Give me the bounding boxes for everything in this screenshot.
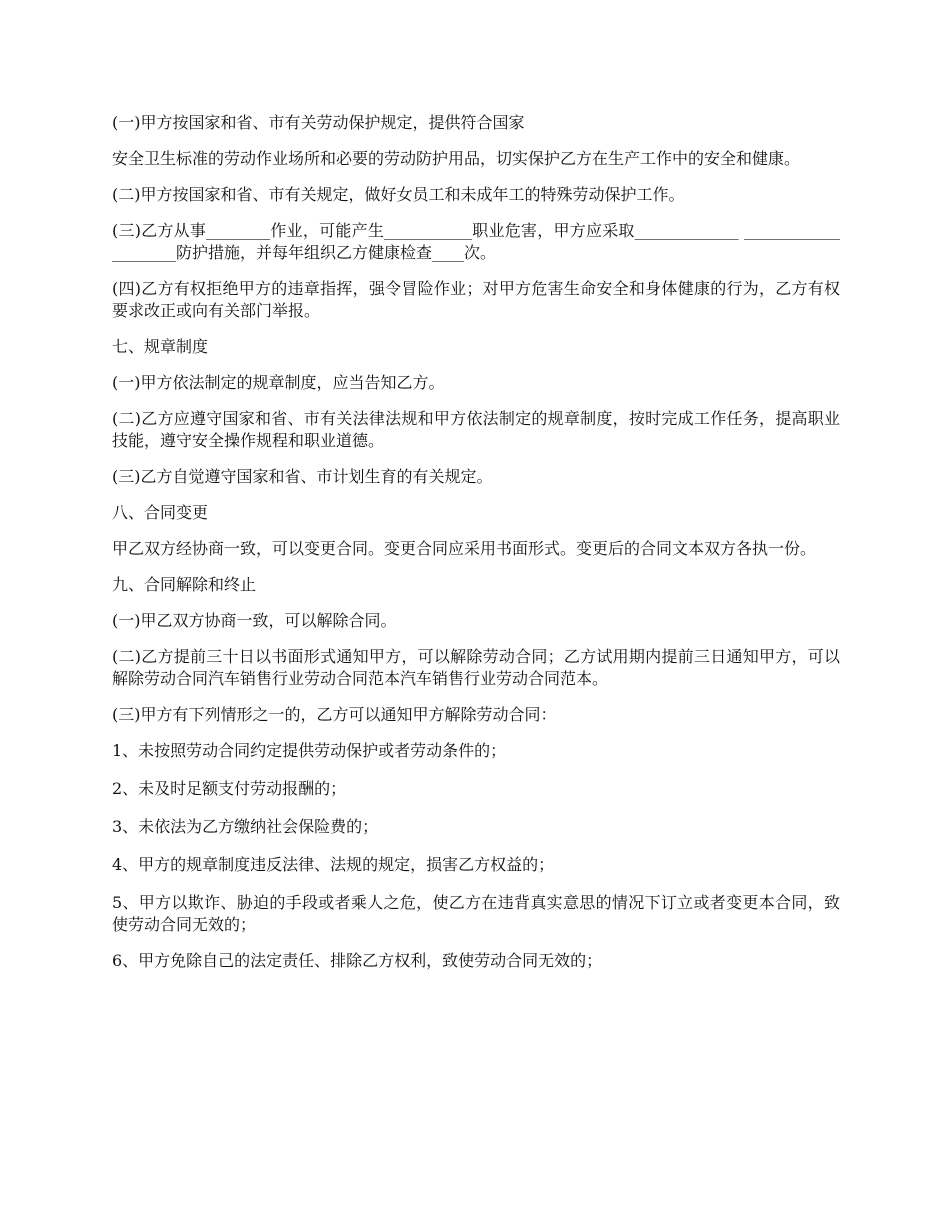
paragraph-special-protection: (二)甲方按国家和省、市有关规定，做好女员工和未成年工的特殊劳动保护工作。 [112, 185, 685, 204]
paragraph-refuse-violations: (四)乙方有权拒绝甲方的违章指挥，强令冒险作业；对甲方危害生命安全和身体健康的行为，乙方有权要求改正或向有关部门举报。 [112, 279, 840, 320]
paragraph-contract-change: 甲乙双方经协商一致，可以变更合同。变更合同应采用书面形式。变更后的合同文本双方各执一份。 [112, 539, 817, 558]
paragraph-mutual-termination: (一)甲乙双方协商一致，可以解除合同。 [112, 611, 397, 630]
paragraph-rules-comply: (二)乙方应遵守国家和省、市有关法律法规和甲方依法制定的规章制度，按时完成工作任务，提高职业技能，遵守安全操作规程和职业道德。 [112, 409, 840, 450]
paragraph-occupational-hazard: (三)乙方从事________作业，可能产生___________职业危害，甲方应采取_____________ ____________________防护措施，并每年组织乙方健康检查____次。 [112, 221, 840, 262]
heading-contract-termination: 九、合同解除和终止 [112, 575, 257, 594]
heading-rules-regulations: 七、规章制度 [112, 337, 209, 356]
list-item-3: 3、未依法为乙方缴纳社会保险费的； [112, 817, 379, 836]
paragraph-safety-standards: 安全卫生标准的劳动作业场所和必要的劳动防护用品，切实保护乙方在生产工作中的安全和健康。 [112, 149, 801, 168]
list-item-1: 1、未按照劳动合同约定提供劳动保护或者劳动条件的； [112, 741, 507, 760]
paragraph-labor-protection-intro: (一)甲方按国家和省、市有关劳动保护规定，提供符合国家 [112, 113, 525, 132]
paragraph-rules-notify: (一)甲方依法制定的规章制度，应当告知乙方。 [112, 373, 445, 392]
heading-contract-change: 八、合同变更 [112, 503, 209, 522]
list-item-2: 2、未及时足额支付劳动报酬的； [112, 779, 347, 798]
paragraph-termination-conditions: (三)甲方有下列情形之一的，乙方可以通知甲方解除劳动合同： [112, 705, 557, 724]
list-item-4: 4、甲方的规章制度违反法律、法规的规定，损害乙方权益的； [112, 855, 555, 874]
list-item-5: 5、甲方以欺诈、胁迫的手段或者乘人之危，使乙方在违背真实意思的情况下订立或者变更本合同，致使劳动合同无效的； [112, 893, 840, 934]
list-item-6: 6、甲方免除自己的法定责任、排除乙方权利，致使劳动合同无效的； [112, 951, 603, 970]
document-page [112, 112, 840, 986]
paragraph-notice-termination: (二)乙方提前三十日以书面形式通知甲方，可以解除劳动合同；乙方试用期内提前三日通知甲方，可以解除劳动合同汽车销售行业劳动合同范本汽车销售行业劳动合同范本。 [112, 647, 840, 688]
paragraph-family-planning: (三)乙方自觉遵守国家和省、市计划生育的有关规定。 [112, 467, 493, 486]
